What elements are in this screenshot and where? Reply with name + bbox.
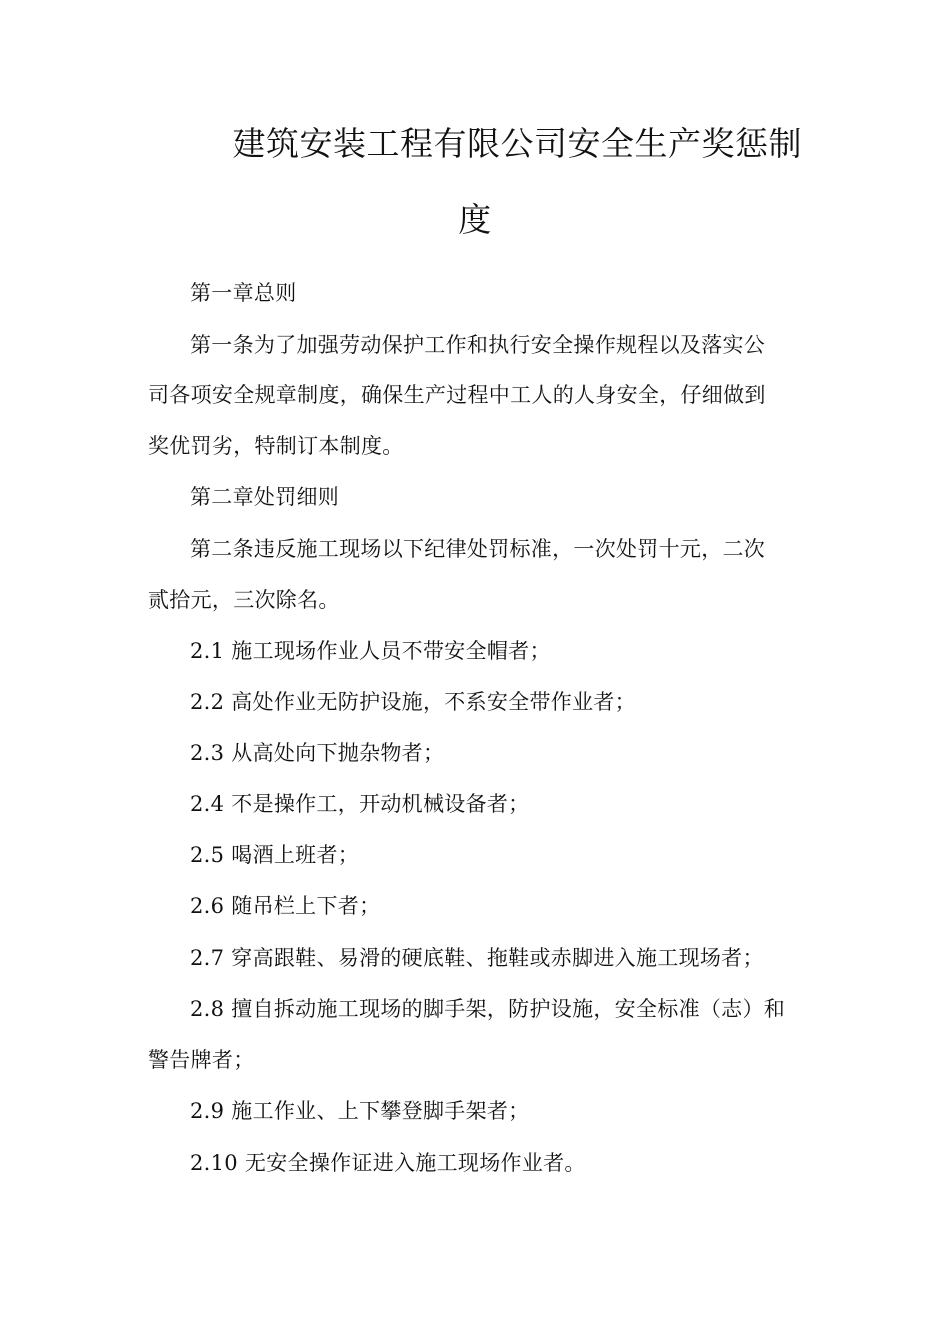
list-item: 2.4 不是操作工，开动机械设备者；	[190, 792, 530, 816]
paragraph-line: 贰拾元，三次除名。	[148, 588, 340, 612]
list-item: 2.7 穿高跟鞋、易滑的硬底鞋、拖鞋或赤脚进入施工现场者；	[190, 946, 764, 970]
list-item: 2.3 从高处向下抛杂物者；	[190, 741, 445, 765]
chapter-heading: 第二章处罚细则	[190, 485, 340, 509]
list-item: 2.8 擅自拆动施工现场的脚手架，防护设施，安全标准（志）和	[190, 997, 786, 1021]
chapter-heading: 第一章总则	[190, 281, 297, 305]
paragraph-line: 第一条为了加强劳动保护工作和执行安全操作规程以及落实公	[190, 333, 766, 357]
list-item: 2.6 随吊栏上下者；	[190, 894, 381, 918]
list-item-continuation: 警告牌者；	[148, 1048, 255, 1072]
list-item: 2.10 无安全操作证进入施工现场作业者。	[190, 1151, 586, 1175]
paragraph-line: 司各项安全规章制度，确保生产过程中工人的人身安全，仔细做到	[148, 383, 766, 407]
list-item: 2.1 施工现场作业人员不带安全帽者；	[190, 639, 551, 663]
list-item: 2.9 施工作业、上下攀登脚手架者；	[190, 1099, 530, 1123]
list-item: 2.5 喝酒上班者；	[190, 843, 360, 867]
paragraph-line: 奖优罚劣，特制订本制度。	[148, 434, 404, 458]
document-title-line-2: 度	[458, 200, 492, 239]
document-title-line-1: 建筑安装工程有限公司安全生产奖惩制	[232, 124, 802, 163]
paragraph-line: 第二条违反施工现场以下纪律处罚标准，一次处罚十元，二次	[190, 537, 766, 561]
list-item: 2.2 高处作业无防护设施，不系安全带作业者；	[190, 690, 636, 714]
